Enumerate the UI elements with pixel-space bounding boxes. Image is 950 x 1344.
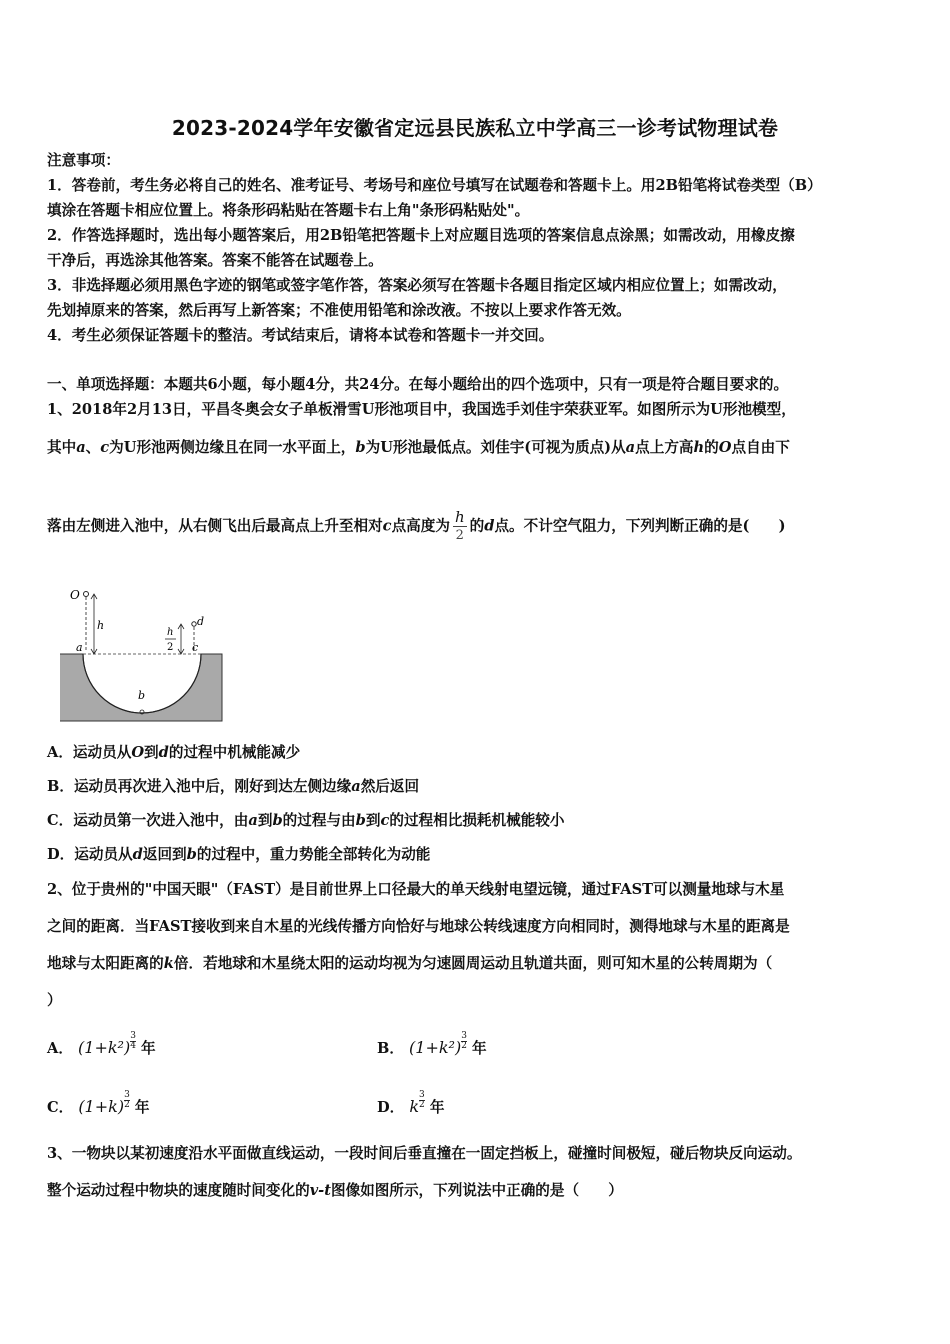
q1-option-d: D．运动员从d返回到b的过程中，重力势能全部转化为动能 [47,846,431,863]
label-o: O [70,588,80,602]
q2-option-d: D． k $\frac{3}{2}$ 年 [377,1090,445,1116]
label-b: b [138,689,146,702]
q2-line4: ） [47,992,62,1009]
notice-line: 干净后，再选涂其他答案。答案不能答在试题卷上。 [47,252,383,269]
q3-line2: 整个运动过程中物块的速度随时间变化的v-t图像如图所示，下列说法中正确的是（ ） [47,1182,623,1199]
q2-option-c: C． (1+k) $\frac{3}{2}$ 年 [47,1090,150,1116]
notice-line: 先划掉原来的答案，然后再写上新答案；不准使用铅笔和涂改液。不按以上要求作答无效。 [47,302,631,319]
q1-line2: 其中a、c为U形池两侧边缘且在同一水平面上，b为U形池最低点。刘佳宇(可视为质点)从a点上方高h的O点自由下 [47,439,790,456]
notice-line: 2．作答选择题时，选出每小题答案后，用2B铅笔把答题卡上对应题目选项的答案信息点涂黑；如需改动，用橡皮擦 [47,227,795,244]
h-over-2-fraction: $\frac{h}{2}$ [454,508,465,543]
point-o-marker [84,592,89,597]
q2-line1: 2、位于贵州的"中国天眼"（FAST）是目前世界上口径最大的单天线射电望远镜，通过FAST可以测量地球与木星 [47,881,785,898]
label-c: c [192,641,199,654]
section-heading: 一、单项选择题：本题共6小题，每小题4分，共24分。在每小题给出的四个选项中，只有一项是符合题目要求的。 [47,376,789,393]
q1-line1: 1、2018年2月13日，平昌冬奥会女子单板滑雪U形池项目中，我国选手刘佳宇荣获亚军。如图所示为U形池模型， [47,401,796,418]
q3-line1: 3、一物块以某初速度沿水平面做直线运动，一段时间后垂直撞在一固定挡板上，碰撞时间极短，碰后物块反向运动。 [47,1145,802,1162]
q1-option-a: A．运动员从O到d的过程中机械能减少 [47,744,301,761]
point-d-marker [192,622,196,626]
label-h: h [97,619,105,632]
label-a: a [76,641,83,654]
label-h2-den: 2 [167,642,174,653]
q2-option-a: A． (1+k²) $\frac{3}{4}$ 年 [47,1031,156,1057]
label-d: d [197,615,205,628]
q2-line2: 之间的距离．当FAST接收到来自木星的光线传播方向恰好与地球公转线速度方向相同时，测得地球与木星的距离是 [47,918,790,935]
q1-option-c: C．运动员第一次进入池中，由a到b的过程与由b到c的过程相比损耗机械能较小 [47,812,565,829]
q2-line3: 地球与太阳距离的k倍．若地球和木星绕太阳的运动均视为匀速圆周运动且轨道共面，则可知木星的公转周期为（ [47,955,773,972]
notice-line: 4．考生必须保证答题卡的整洁。考试结束后，请将本试卷和答题卡一并交回。 [47,327,554,344]
q2-option-b: B． (1+k²) $\frac{3}{2}$ 年 [377,1031,487,1057]
notice-line: 填涂在答题卡相应位置上。将条形码粘贴在答题卡右上角"条形码粘贴处"。 [47,202,530,219]
notice-line: 1．答卷前，考生务必将自己的姓名、准考证号、考场号和座位号填写在试题卷和答题卡上。用2B铅笔将试卷类型（B） [47,177,822,194]
label-h2-num: h [167,627,174,638]
notice-line: 3．非选择题必须用黑色字迹的钢笔或签字笔作答，答案必须写在答题卡各题目指定区域内相应位置上；如需改动， [47,277,787,294]
q1-option-b: B．运动员再次进入池中后，刚好到达左侧边缘a然后返回 [47,778,420,795]
q1-line3: 落由左侧进入池中，从右侧飞出后最高点上升至相对c点高度为 $\frac{h}{2}$ 的d点。不计空气阻力，下列判断正确的是( ) [47,508,786,543]
exam-title: 2023-2024学年安徽省定远县民族私立中学高三一诊考试物理试卷 [171,116,779,140]
u-pool-figure [60,585,235,730]
notice-heading: 注意事项： [47,152,120,169]
